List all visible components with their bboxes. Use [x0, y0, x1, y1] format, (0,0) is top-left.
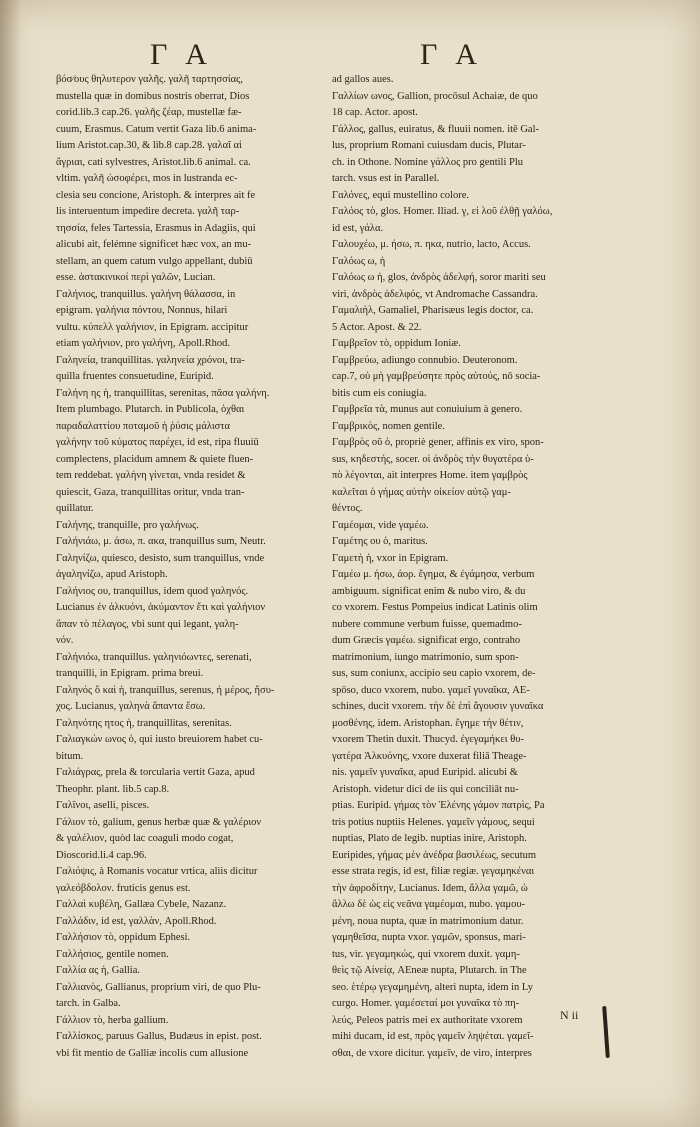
text-line: 18 cap. Actor. apost.	[332, 107, 418, 118]
text-line: tarch. vsus est in Parallel.	[332, 173, 440, 184]
text-line: cap.7, οὐ μὴ γαμβρεύσητε πρὸς αὐτούς, nō socia-	[332, 371, 541, 382]
text-line: Γαλιαγκών ωνος ὁ, qui iusto breuiorem habet cu-	[56, 734, 263, 745]
text-column-left	[56, 72, 328, 1072]
text-line: bitis cum eis coniugia.	[332, 387, 427, 399]
text-line: τὴν ἀφροδίτην, Lucianus. Idem, ἄλλα γαμῶ, ὡ	[332, 882, 528, 894]
text-line: cuum, Erasmus. Catum vertit Gaza lib.6 anima-	[56, 123, 257, 135]
text-line: & γαλέλιον, quòd lac coaguli modo cogat,	[56, 833, 234, 844]
text-line: Γάλλιον τὸ, herba gallium.	[56, 1014, 169, 1026]
text-line: quilla fruentes consuetudine, Euripid.	[56, 371, 214, 382]
text-line: Γαλλίων ωνος, Gallion, procōsul Achaiæ, de quo	[332, 90, 538, 102]
text-line: tus, vir. γεγαμηκώς, qui vxorem duxit. γαμη-	[332, 948, 520, 960]
text-line: Γαληνεία, tranquillitas. γαληνεία χρόνοι, tra-	[56, 354, 245, 366]
text-line: nis. γαμεῖν γυναῖκα, apud Euripid. alicubi &	[332, 767, 518, 778]
text-line: Euripides, γήμας μὲν ἀνέδρα βασιλέως, secutum	[332, 849, 537, 861]
text-line: stellam, an quem catum vulgo appellant, dubiū	[56, 255, 253, 267]
text-line: Γαμέομαι, vide γαμέω.	[332, 519, 429, 531]
text-line: lis interuentum impedire decreta. γαλῆ ταρ-	[56, 206, 240, 217]
text-line: Γαληνός ὅ καὶ ἡ, tranquillus, serenus, ἡ μέρος, ἥσυ-	[56, 684, 275, 696]
text-line: vbi fit mentio de Galliæ incolis cum allusione	[56, 1047, 249, 1059]
text-line: Γαμέω μ. ήσω, ἀορ. ἔγημα, & ἐγάμησα, verbum	[332, 569, 535, 580]
text-line: nubere commune verbum fuisse, quemadmo-	[332, 618, 522, 630]
text-line: ἄλλω δὲ ὡς εἰς νεᾶνα γαμέομαι, nubo. γαμου-	[332, 899, 526, 910]
text-line: nuptias, Plato de legib. nuptias inire, Aristoph.	[332, 833, 527, 844]
text-line: dum Græcis γαμέω. significat ergo, contraho	[332, 635, 521, 646]
text-line: Γάλιον τὸ, galium, genus herbæ quæ & γαλέριον	[56, 816, 262, 828]
text-line: Γαλήνιόω, tranquillus. γαληνιόωντες, serenati,	[56, 651, 252, 663]
text-line: παραδαλαττίου ποταμοῦ ἡ ῥύσις μάλιστα	[56, 420, 231, 432]
text-line: Γαλόως ω, ἡ	[332, 255, 386, 267]
text-line: ch. in Othone. Nomine γάλλος pro gentili Plu	[332, 156, 524, 168]
text-line: Theophr. plant. lib.5 cap.8.	[56, 783, 170, 795]
text-line: esse. ἀστακινικοί περὶ γαλῶν, Lucian.	[56, 272, 216, 283]
text-line: θεὶς τῷ Αἰνείᾳ, AEneæ nupta, Plutarch. in The	[332, 965, 527, 976]
text-line: etiam γαλήνιον, pro γαλήνη, Apoll.Rhod.	[56, 338, 231, 349]
text-line: curgo. Homer. γαμέσεταί μοι γυναῖκα τὸ πη-	[332, 998, 520, 1009]
text-column-right	[332, 72, 612, 1059]
text-line: Γαλιάγρας, prela & torcularia vertit Gaza, apud	[56, 767, 255, 778]
text-line: γατέρα Ἀλκυόνης, vxore duxerat filiā Theage-	[332, 750, 527, 762]
text-line: quillatur.	[56, 503, 94, 514]
text-line: θέντος.	[332, 503, 363, 514]
text-line: μένη, noua nupta, quæ in matrimonium datur.	[332, 915, 524, 927]
text-line: tris potius nuptiis Helenes. γαμεῖν γάμους, sequi	[332, 816, 535, 828]
text-line: βόσ⁄ους θηλυτερον γαλῆς. γαλῆ ταρτησσίας,	[56, 74, 243, 85]
text-line: Γαλλήσιον τὸ, oppidum Ephesi.	[56, 932, 191, 943]
text-line: ἅπαν τὸ πέλαγος, vbi sunt qui legant, γαλη-	[56, 618, 239, 630]
text-line: ad gallos aues.	[332, 74, 394, 85]
text-line: Γαμβρικὸς, nomen gentile.	[332, 420, 445, 432]
text-line: Γαλλιανὸς, Gallianus, proprium viri, de quo Plu-	[56, 981, 261, 993]
text-line: alicubi ait, felémne significet hæc vox, an mu-	[56, 239, 252, 250]
text-line: vxorem Thetin duxit. Thucyd. ἐγεγαμήκει θυ-	[332, 734, 524, 745]
text-line: Γαλόος τὸ, glos. Homer. Iliad. γ, εἰ λοῦ ἐλθῇ γαλόω,	[332, 206, 553, 217]
text-line: corid.lib.3 cap.26. γαλῆς ζέαρ, mustellæ fæ-	[56, 107, 242, 118]
text-line: Dioscorid.li.4 cap.96.	[56, 849, 147, 861]
text-line: Γαλῖνοι, aselli, pisces.	[56, 800, 150, 811]
text-line: Γαλόως ω ἡ, glos, ἀνδρὸς ἀδελφή, soror mariti seu	[332, 272, 546, 283]
text-line: 5 Actor. Apost. & 22.	[332, 321, 422, 333]
text-line: vultu. κύπελλ γαλήνιον, in Epigram. accipitur	[56, 321, 249, 333]
text-line: Γαλλία ας ἡ, Gallia.	[56, 965, 141, 976]
text-line: Item plumbago. Plutarch. in Publicola, ὁχθαι	[56, 404, 245, 415]
text-line: Γάλλος, gallus, euiratus, & fluuii nomen. itē Gal-	[332, 123, 540, 135]
text-line: id est, γάλα.	[332, 222, 384, 234]
text-line: bitum.	[56, 750, 84, 762]
text-line: complectens, placidum amnem & quiete fluen-	[56, 453, 254, 465]
text-line: Γαλλαὶ κυβέλη, Gallæa Cybele, Nazanz.	[56, 899, 227, 910]
text-line: Γαλήνη ης ἡ, tranquillitas, serenitas, πᾶσα γαλήνη.	[56, 387, 270, 399]
text-line: schines, ducit vxorem. τὴν δὲ ἐπὶ ἄγουσιν γυναῖκα	[332, 701, 544, 712]
text-line: Γαμβρὸς οῦ ὁ, propriè gener, affinis ex viro, spon-	[332, 437, 544, 448]
text-line: Γαλλήσιος, gentile nomen.	[56, 948, 169, 960]
text-line: ἀγαληνίζω, apud Aristoph.	[56, 569, 168, 580]
text-line: viri, ἀνδρὸς ἀδελφός, vt Andromache Cassandra.	[332, 288, 538, 300]
gutter-shadow	[0, 0, 22, 1127]
text-line: Aristoph. videtur dici de iis qui conciliāt nu-	[332, 783, 519, 795]
text-line: matrimonium, iungo matrimonio, sum spon-	[332, 651, 519, 663]
text-line: co vxorem. Festus Pompeius indicat Latinis olim	[332, 602, 538, 613]
text-line: Γαμαλιὴλ, Gamaliel, Pharisæus legis doctor, ca.	[332, 305, 534, 316]
text-line: Γαμέτης ου ὁ, maritus.	[332, 536, 428, 547]
text-line: λεύς, Peleos patris mei ex authoritate vxorem	[332, 1014, 523, 1026]
text-line: lus, proprium Romani cuiusdam ducis, Plutar-	[332, 140, 526, 151]
text-line: Γαλόνες, equi mustellino colore.	[332, 189, 469, 201]
text-line: Γαμβρεύω, adiungo connubio. Deuteronom.	[332, 354, 518, 366]
text-line: Γαλήνιάω, μ. άσω, π. ακα, tranquillus sum, Neutr.	[56, 536, 266, 547]
text-line: Γαλήνιος ου, tranquillus, idem quod γαληνός.	[56, 585, 249, 597]
running-head-left: Γ Α	[150, 38, 213, 71]
signature-mark: N ii	[560, 1008, 579, 1022]
text-line: lium Aristot.cap.30, & lib.8 cap.28. γαλαῖ αἱ	[56, 140, 242, 151]
text-line: χος. Lucianus, γαληνὰ ἅπαντα ἔσω.	[56, 701, 206, 712]
text-line: ptias. Euripid. γήμας τὸν Ἑλένης γάμον πατρὶς, Pa	[332, 800, 545, 811]
text-line: Γαλήνης, tranquille, pro γαλήνως.	[56, 519, 199, 531]
text-line: Γαμβρεῖα τὰ, munus aut conuiuium à genero.	[332, 404, 523, 415]
text-line: Γαλλίσκος, paruus Gallus, Budæus in epist. post.	[56, 1031, 262, 1042]
text-line: mihi ducam, id est, πρὸς γαμεῖν ληψέται. γαμεῖ-	[332, 1031, 534, 1042]
text-line: vltim. γαλῆ ὠσοφέρει, mos in lustranda ec-	[56, 173, 238, 184]
text-line: πὸ λέγονται, ait interpres Home. item γαμβρὸς	[332, 470, 528, 481]
text-line: tem reddebat. γαλήνη γίνεται, vnda residet &	[56, 470, 246, 481]
text-line: νόν.	[56, 635, 74, 646]
text-line: ambiguum. significat enim & nubo viro, & du	[332, 585, 526, 597]
text-line: μοσθένης, idem. Aristophan. ἔγημε τὴν θέτιν,	[332, 717, 524, 729]
text-line: tarch. in Galba.	[56, 998, 121, 1009]
text-line: Γαλήνιος, tranquillus. γαλήνη θάλασσα, in	[56, 288, 236, 300]
text-line: Lucianus ἐν ἀλκυόνι, ἀκύμαντον ἔτι καὶ γαλήνιον	[56, 602, 266, 613]
text-line: Γαμβρεῖον τὸ, oppidum Ioniæ.	[332, 338, 461, 349]
text-line: clesia seu concione, Aristoph. & interpres ait fe	[56, 189, 256, 201]
text-line: Γαληνότης ητος ἡ, tranquillitas, serenitas.	[56, 717, 232, 729]
text-line: Γαλλάδιν, id est, γαλλὰν, Apoll.Rhod.	[56, 915, 217, 927]
text-line: γαλήνην τοῦ κύματος παρέχει, id est, ripa fluuiū	[56, 437, 259, 448]
text-line: γαμηθεῖσα, nupta vxor. γαμῶν, sponsus, mari-	[332, 932, 526, 943]
text-line: Γαλουχέω, μ. ήσω, π. ηκα, nutrio, lacto, Accus.	[332, 239, 531, 250]
text-line: sus, sum coniunx, accipio seu capio vxorem, de-	[332, 668, 536, 679]
text-line: Γαληνίζω, quiesco, desisto, sum tranquillus, vnde	[56, 552, 265, 564]
text-line: Γαμετὴ ἡ, vxor in Epigram.	[332, 552, 449, 564]
text-line: mustella quæ in domibus nostris oberrat, Dios	[56, 90, 250, 102]
text-line: τησσία, feles Tartessia, Erasmus in Adagiis, qui	[56, 222, 256, 234]
text-line: Γαλιόψις, à Romanis vocatur vrtica, aliis dicitur	[56, 866, 258, 877]
text-line: καλεῖται ὁ γήμας αὐτὴν οἰκείον αὐτῷ γαμ-	[332, 486, 511, 498]
text-line: tranquilli, in Epigram. prima breui.	[56, 668, 204, 679]
text-line: spōso, duco vxorem, nubo. γαμεῖ γυναῖκα, AE-	[332, 684, 530, 696]
text-line: σθαι, de vxore dicitur. γαμεῖν, de viro, interpres	[332, 1047, 532, 1059]
text-line: epigram. γαλήνια πόντου, Nonnus, hilari	[56, 305, 228, 316]
text-line: quiescit, Gaza, tranquillitas oritur, vnda tran-	[56, 486, 245, 498]
text-line: γαλεόβδολον. fruticis genus est.	[56, 882, 191, 894]
text-line: ἄγριαι, cati sylvestres, Aristot.lib.6 animal. ca.	[56, 156, 251, 168]
running-head-right: Γ Α	[420, 38, 483, 71]
text-line: esse strata regis, id est, filiæ regiæ. γεγαμηκέναι	[332, 866, 535, 877]
text-line: sus, κηδεστής, socer. οἱ ἀνδρὸς τὴν θυγατέρα ὑ-	[332, 453, 534, 465]
text-line: seo. ἑτέρῳ γεγαμημένη, alteri nupta, idem in Ly	[332, 981, 533, 993]
